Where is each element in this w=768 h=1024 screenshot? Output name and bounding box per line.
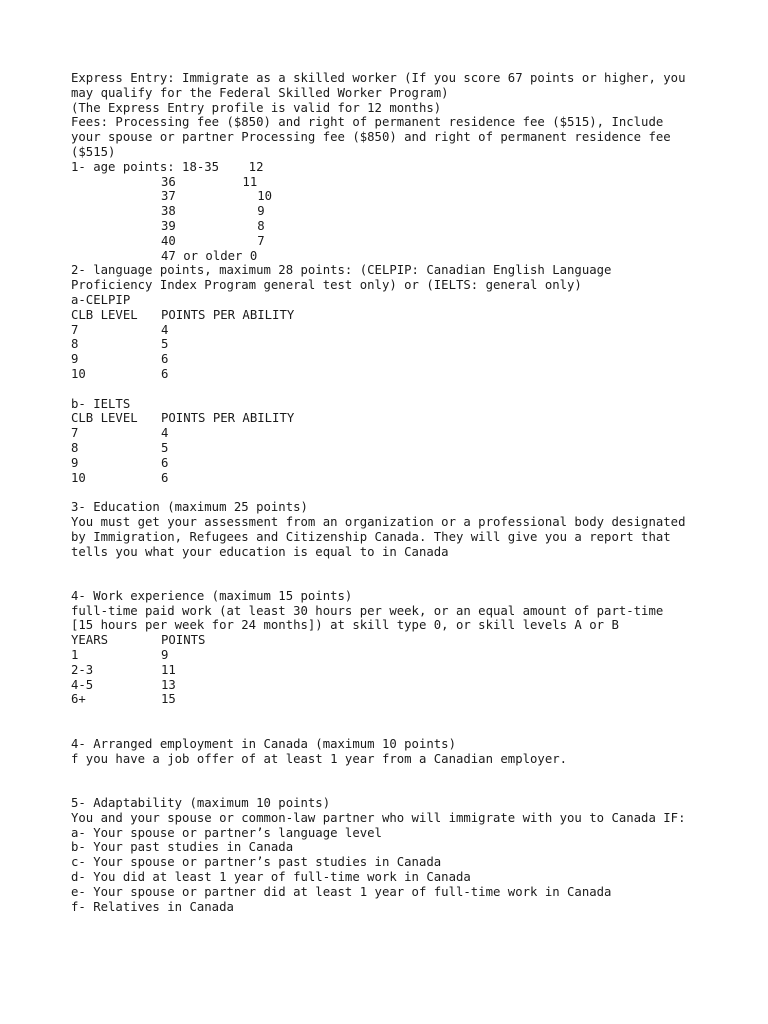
table-header-cell: YEARS bbox=[71, 633, 109, 648]
age-row: 47 or older 0 bbox=[161, 248, 258, 263]
table-row bbox=[71, 367, 731, 382]
document-body bbox=[71, 71, 731, 914]
adaptability-intro: You and your spouse or common-law partner who will immigrate with you to Canada IF: bbox=[71, 810, 686, 825]
table-header-cell: POINTS PER ABILITY bbox=[161, 411, 295, 426]
table-cell: 7 bbox=[71, 322, 79, 337]
table-cell: 13 bbox=[161, 677, 176, 692]
table-row bbox=[71, 692, 731, 707]
adaptability-item: f- Relatives in Canada bbox=[71, 899, 234, 914]
adaptability-item: b- Your past studies in Canada bbox=[71, 840, 294, 855]
table-cell: 8 bbox=[71, 440, 79, 455]
spacer bbox=[71, 485, 731, 500]
celpip-header bbox=[71, 308, 731, 323]
adaptability-item: d- You did at least 1 year of full-time work in Canada bbox=[71, 870, 471, 885]
ielts-header bbox=[71, 411, 731, 426]
spacer bbox=[71, 559, 731, 589]
age-row: 38 9 bbox=[161, 204, 265, 219]
table-cell: 4-5 bbox=[71, 677, 94, 692]
spacer bbox=[71, 382, 731, 397]
education-line: by Immigration, Refugees and Citizenship Canada. They will give you a report that bbox=[71, 529, 671, 544]
education-heading: 3- Education (maximum 25 points) bbox=[71, 500, 308, 515]
table-row bbox=[71, 426, 731, 441]
adaptability-heading: 5- Adaptability (maximum 10 points) bbox=[71, 796, 331, 811]
fees-line: Fees: Processing fee ($850) and right of permanent residence fee ($515), Include bbox=[71, 115, 664, 130]
table-row bbox=[71, 678, 731, 693]
fees-line: ($515) bbox=[71, 144, 116, 159]
fees-line: your spouse or partner Processing fee ($850) and right of permanent residence fee bbox=[71, 130, 671, 145]
language-heading: Proficiency Index Program general test only) or (IELTS: general only) bbox=[71, 278, 582, 293]
table-header-cell: CLB LEVEL bbox=[71, 307, 138, 322]
arranged-heading: 4- Arranged employment in Canada (maximum 10 points) bbox=[71, 736, 456, 751]
age-row: 39 8 bbox=[161, 218, 265, 233]
table-cell: 1 bbox=[71, 648, 79, 663]
age-row: 36 11 bbox=[161, 174, 258, 189]
table-row bbox=[71, 471, 731, 486]
table-header-cell: CLB LEVEL bbox=[71, 411, 138, 426]
celpip-title: a-CELPIP bbox=[71, 292, 131, 307]
spacer bbox=[71, 766, 731, 796]
age-row: 37 10 bbox=[161, 189, 273, 204]
education-line: tells you what your education is equal to in Canada bbox=[71, 544, 449, 559]
table-cell: 6 bbox=[161, 366, 169, 381]
ielts-title: b- IELTS bbox=[71, 396, 131, 411]
validity-note: (The Express Entry profile is valid for 12 months) bbox=[71, 100, 442, 115]
table-row bbox=[71, 441, 731, 456]
table-cell: 6 bbox=[161, 470, 169, 485]
table-cell: 9 bbox=[71, 455, 79, 470]
table-cell: 6 bbox=[161, 455, 169, 470]
table-row bbox=[71, 323, 731, 338]
work-header bbox=[71, 633, 731, 648]
table-cell: 4 bbox=[161, 426, 169, 441]
table-cell: 15 bbox=[161, 692, 176, 707]
work-line: [15 hours per week for 24 months]) at skill type 0, or skill levels A or B bbox=[71, 618, 619, 633]
work-line: full-time paid work (at least 30 hours per week, or an equal amount of part-time bbox=[71, 603, 664, 618]
table-cell: 10 bbox=[71, 470, 86, 485]
table-cell: 9 bbox=[161, 648, 169, 663]
table-cell: 11 bbox=[161, 662, 176, 677]
table-row bbox=[71, 352, 731, 367]
intro-title-line: Express Entry: Immigrate as a skilled worker (If you score 67 points or higher, you bbox=[71, 71, 686, 85]
adaptability-item: c- Your spouse or partner’s past studies in Canada bbox=[71, 855, 442, 870]
table-row bbox=[71, 337, 731, 352]
table-header-cell: POINTS PER ABILITY bbox=[161, 307, 295, 322]
age-heading: 1- age points: 18-35 12 bbox=[71, 159, 264, 174]
table-row bbox=[71, 648, 731, 663]
table-cell: 4 bbox=[161, 322, 169, 337]
table-cell: 6 bbox=[161, 352, 169, 367]
adaptability-item: a- Your spouse or partner’s language level bbox=[71, 825, 382, 840]
table-header-cell: POINTS bbox=[161, 633, 206, 648]
education-line: You must get your assessment from an organization or a professional body designated bbox=[71, 514, 686, 529]
table-cell: 5 bbox=[161, 337, 169, 352]
table-cell: 10 bbox=[71, 366, 86, 381]
language-heading: 2- language points, maximum 28 points: (CELPIP: Canadian English Language bbox=[71, 263, 612, 278]
table-cell: 5 bbox=[161, 440, 169, 455]
table-cell: 9 bbox=[71, 352, 79, 367]
table-row bbox=[71, 663, 731, 678]
table-cell: 8 bbox=[71, 337, 79, 352]
arranged-line: f you have a job offer of at least 1 year from a Canadian employer. bbox=[71, 751, 568, 766]
adaptability-item: e- Your spouse or partner did at least 1 year of full-time work in Canada bbox=[71, 884, 612, 899]
table-cell: 7 bbox=[71, 426, 79, 441]
work-heading: 4- Work experience (maximum 15 points) bbox=[71, 588, 353, 603]
table-row bbox=[71, 456, 731, 471]
age-row: 40 7 bbox=[161, 233, 265, 248]
table-cell: 2-3 bbox=[71, 662, 94, 677]
spacer bbox=[71, 707, 731, 737]
table-cell: 6+ bbox=[71, 692, 86, 707]
intro-title-line: may qualify for the Federal Skilled Worker Program) bbox=[71, 85, 449, 100]
